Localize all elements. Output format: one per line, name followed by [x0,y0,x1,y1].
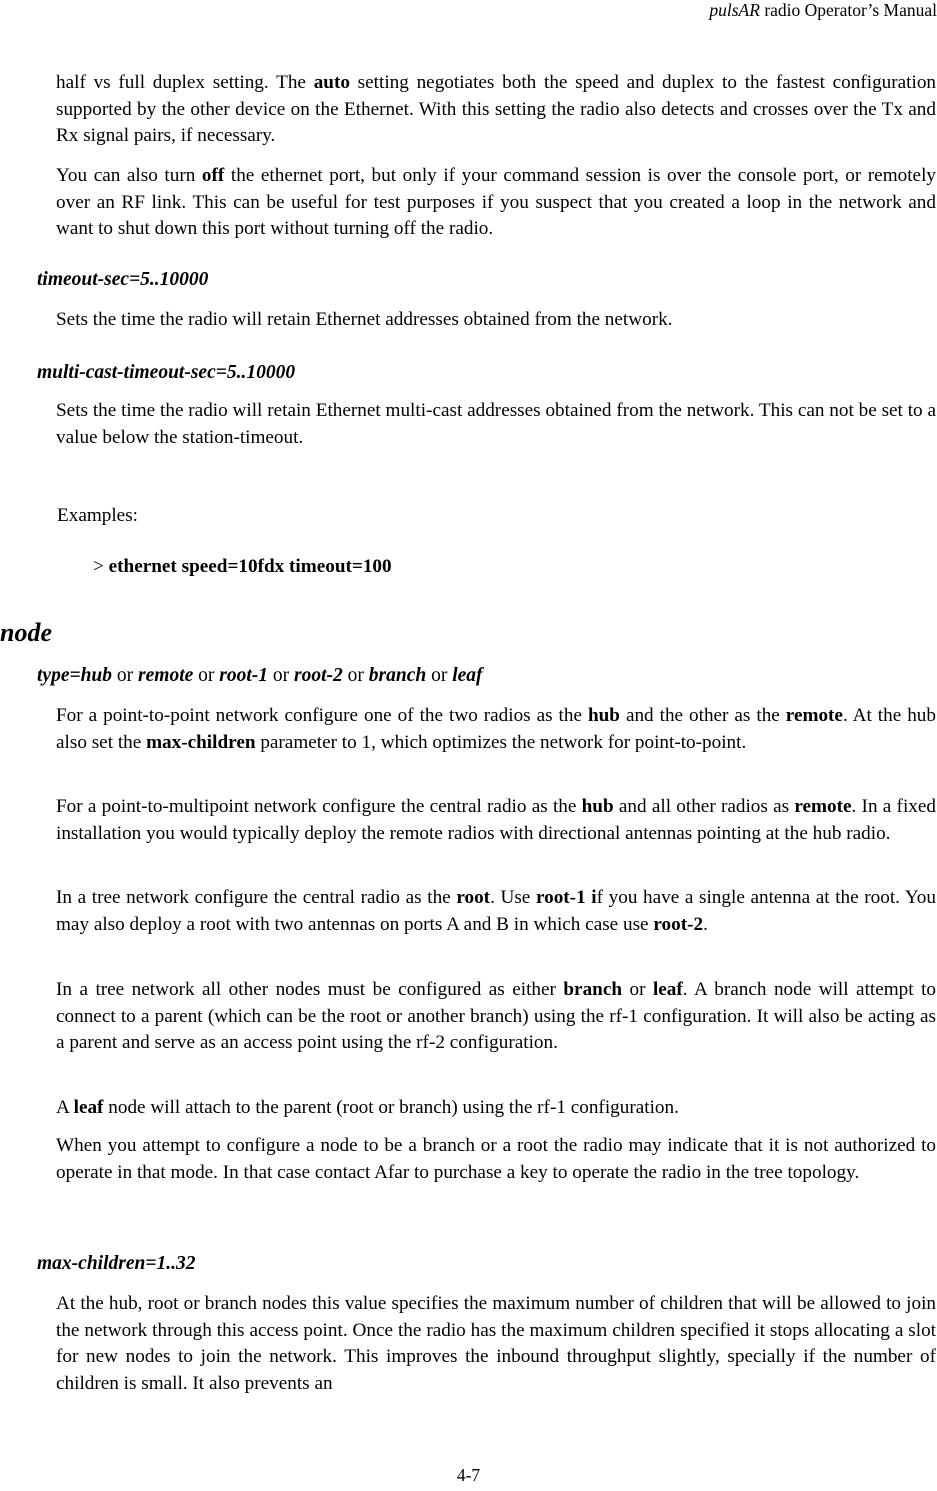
bold-term: remote [138,665,194,686]
bold-term: off [201,165,225,186]
text-run: or [193,665,220,686]
param-multicast-timeout: multi-cast-timeout-sec=5..10000 [37,362,296,383]
bold-term: leaf [652,979,683,1000]
text-run: . Use [490,887,536,908]
bold-term: root-1 i [535,887,597,908]
text-run: In a tree network all other nodes must be configured as either [56,979,564,1000]
paragraph-timeout: Sets the time the radio will retain Ethernet addresses obtained from the network. [56,309,673,330]
page-number: 4-7 [456,1465,481,1485]
text-run: . [703,913,708,935]
text-run: . At the hub also set the [56,705,936,753]
section-title-node: node [0,618,52,647]
text-run: You can also turn [56,165,202,186]
bold-term: hub [581,796,614,817]
paragraph-max-children: At the hub, root or branch nodes this value specifies the maximum number of children that will be allowed to join the network through this access point. Once the radio has the maximum children specified it stops allocating a slot for new nodes to join the network. This improves the inbound throughput slightly, specially if the number of children is small. It also prevents an [56,1293,936,1394]
text-run: setting negotiates both the speed and duplex to the fastest configuration supported by the other device on the Ethernet. With this setting the radio also detects and crosses over the Tx and Rx signal pairs, if necessary. [56,72,937,147]
paragraph-point-to-multipoint [56,794,936,847]
bold-term: root-1 [219,665,269,686]
paragraph-duplex [56,70,936,150]
text-run: and all other radios as [613,796,795,817]
text-run: or [268,665,295,686]
text-run: or [622,979,653,1000]
text-run: f you have a single antenna at the root. You may also deploy a root with two antennas on ports A and B in which case use [56,887,936,935]
paragraph-tree-branch [56,977,936,1057]
examples-label: Examples: [57,505,138,526]
bold-term: leaf [73,1097,104,1118]
text-run: In a tree network configure the central radio as the [56,887,457,908]
text-run: or [112,665,139,686]
bold-term: root-2 [294,665,343,686]
bold-term: type=hub [37,665,113,686]
text-run: half vs full duplex setting. The [56,72,314,93]
bold-term: leaf [452,665,483,686]
paragraph-point-to-point [56,703,936,756]
text-run: . A branch node will attempt to connect to a parent (which can be the root or another branch) using the rf-1 configuration. It will also be acting as a parent and serve as an access point using the rf-2 configuration. [56,979,936,1054]
bold-term: auto [313,72,350,93]
text-run: or [342,665,369,686]
bold-term: branch [368,665,427,686]
text-run: For a point-to-point network configure one of the two radios as the [56,705,588,726]
param-max-children: max-children=1..32 [37,1253,196,1274]
header-manual-title: radio Operator’s Manual [759,0,937,20]
page-header [709,0,937,21]
text-run: node will attach to the parent (root or branch) using the rf-1 configuration. [103,1097,679,1118]
text-run: A [56,1097,74,1118]
paragraph-tree-root [56,885,936,938]
header-product-name: pulsAR [709,0,760,20]
command-text: ethernet speed=10fdx timeout=100 [108,556,392,577]
text-run: or [426,665,453,686]
text-run: For a point-to-multipoint network configure the central radio as the [56,796,582,817]
text-run: parameter to 1, which optimizes the network for point-to-point. [255,731,747,753]
bold-term: max-children [146,731,256,753]
bold-term: root [456,887,491,908]
bold-term: remote [794,796,852,817]
text-run: the ethernet port, but only if your command session is over the console port, or remotely over an RF link. This can be useful for test purposes if you suspect that you created a loop in the network and want to shut down this port without turning off the radio. [56,165,936,240]
paragraph-leaf [56,1095,936,1122]
example-command [93,556,392,578]
text-run: and the other as the [619,705,786,726]
bold-term: branch [563,979,623,1000]
bold-term: remote [785,705,843,726]
paragraph-multicast: Sets the time the radio will retain Ethernet multi-cast addresses obtained from the network. This can not be set to a value below the station-timeout. [56,400,936,448]
command-prompt: > [93,556,109,577]
text-run: . In a fixed installation you would typically deploy the remote radios with directional antennas pointing at the hub radio. [56,796,936,844]
bold-term: hub [587,705,620,726]
param-timeout-sec: timeout-sec=5..10000 [37,269,209,290]
bold-term: root-2 [653,913,704,935]
paragraph-authorization: When you attempt to configure a node to be a branch or a root the radio may indicate that it is not authorized to operate in that mode. In that case contact Afar to purchase a key to operate the radio in the tree topology. [56,1135,936,1183]
paragraph-port-off [56,163,936,243]
param-type [37,665,483,687]
